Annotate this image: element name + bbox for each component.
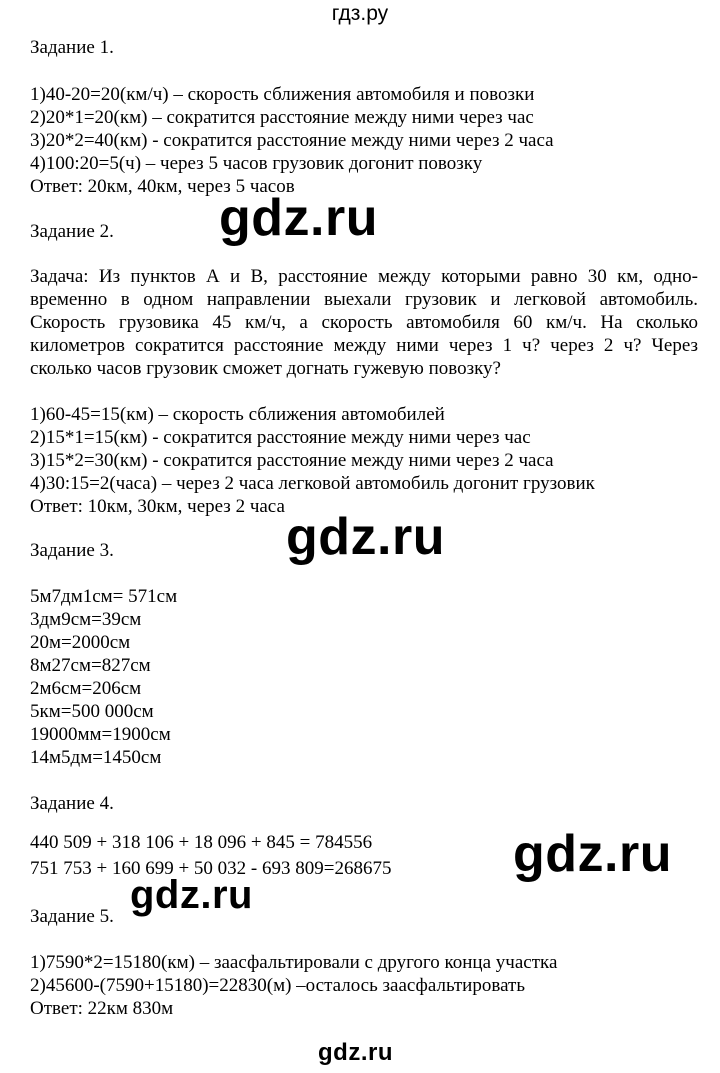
task2-title: Задание 2. bbox=[30, 221, 114, 242]
task3-title: Задание 3. bbox=[30, 540, 114, 561]
task2-line-4: 4)30:15=2(часа) – через 2 часа легковой автомобиль догонит грузовик bbox=[30, 473, 595, 494]
task4-title: Задание 4. bbox=[30, 793, 114, 814]
task5-title: Задание 5. bbox=[30, 906, 114, 927]
task4-line-2: 751 753 + 160 699 + 50 032 - 693 809=268675 bbox=[30, 858, 392, 879]
task3-line-5: 2м6см=206см bbox=[30, 678, 142, 699]
task2-problem-text: Задача: Из пунктов А и В, расстояние между которыми равно 30 км, одно-временно в одном направлении выехали грузовик и легковой автомобиль. Скорость грузовика 45 км/ч, а скорость автомобиля 60 км/ч. На сколько километров сократится расстояние между ними через 1 ч? через 2 ч? Через сколько часов грузовик сможет догнать гужевую повозку? bbox=[30, 266, 698, 379]
task4-line-1: 440 509 + 318 106 + 18 096 + 845 = 784556 bbox=[30, 832, 373, 853]
watermark: gdz.ru bbox=[513, 825, 672, 883]
task5-answer: Ответ: 22км 830м bbox=[30, 998, 174, 1019]
task5-line-2: 2)45600-(7590+15180)=22830(м) –осталось заасфальтировать bbox=[30, 975, 525, 996]
task1-title: Задание 1. bbox=[30, 37, 114, 58]
watermark: gdz.ru bbox=[219, 189, 378, 247]
task5-line-1: 1)7590*2=15180(км) – заасфальтировали с другого конца участка bbox=[30, 952, 558, 973]
site-header: гдз.ру bbox=[331, 2, 389, 25]
task2-line-1: 1)60-45=15(км) – скорость сближения автомобилей bbox=[30, 404, 445, 425]
task3-line-1: 5м7дм1см= 571см bbox=[30, 586, 178, 607]
task3-line-7: 19000мм=1900см bbox=[30, 724, 171, 745]
task3-line-4: 8м27см=827см bbox=[30, 655, 151, 676]
task2-line-3: 3)15*2=30(км) - сократится расстояние между ними через 2 часа bbox=[30, 450, 554, 471]
task1-line-3: 3)20*2=40(км) - сократится расстояние между ними через 2 часа bbox=[30, 130, 554, 151]
task3-line-2: 3дм9см=39см bbox=[30, 609, 142, 630]
watermark: gdz.ru bbox=[286, 508, 445, 566]
task1-line-2: 2)20*1=20(км) – сократится расстояние между ними через час bbox=[30, 107, 534, 128]
watermark: gdz.ru bbox=[318, 1039, 393, 1066]
task1-answer: Ответ: 20км, 40км, через 5 часов bbox=[30, 176, 295, 197]
watermark: gdz.ru bbox=[130, 873, 253, 917]
task2-line-2: 2)15*1=15(км) - сократится расстояние между ними через час bbox=[30, 427, 531, 448]
task1-line-4: 4)100:20=5(ч) – через 5 часов грузовик догонит повозку bbox=[30, 153, 483, 174]
task3-line-6: 5км=500 000см bbox=[30, 701, 154, 722]
task3-line-3: 20м=2000см bbox=[30, 632, 131, 653]
task2-answer: Ответ: 10км, 30км, через 2 часа bbox=[30, 496, 285, 517]
task1-line-1: 1)40-20=20(км/ч) – скорость сближения автомобиля и повозки bbox=[30, 84, 535, 105]
task3-line-8: 14м5дм=1450см bbox=[30, 747, 162, 768]
